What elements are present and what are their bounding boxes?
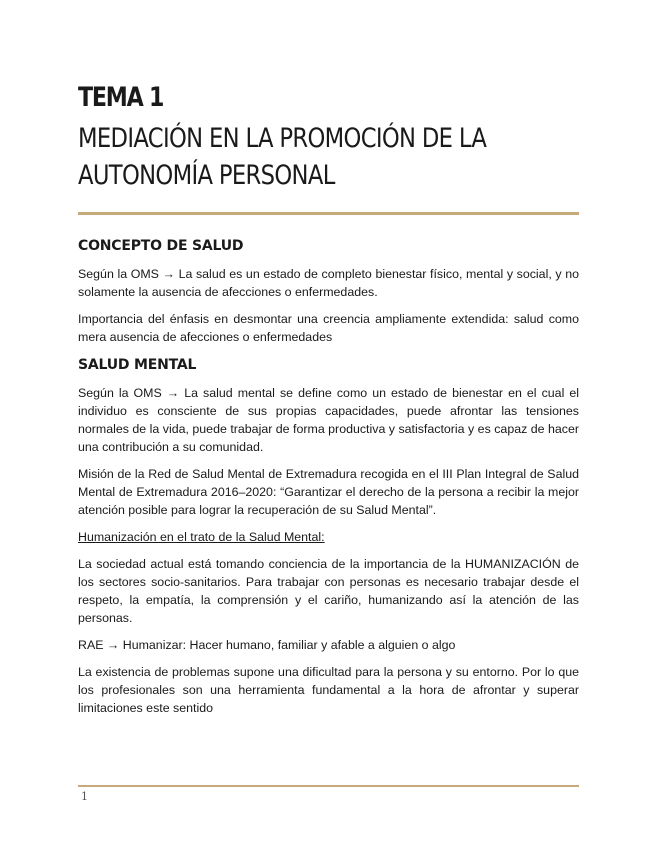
page-title [78,120,582,194]
paragraph-salud-mental-mission: Misión de la Red de Salud Mental de Extremadura recogida en el III Plan Integral de Salud Mental de Extremadura 2016–2020: “Garantizar el derecho de la persona a recibir la mejor atención posible para lograr la recuperación de su Salud Mental”. [78,467,579,517]
title-divider [78,212,579,215]
page-number: 1 [81,790,88,803]
paragraph-concepto-importance: Importancia del énfasis en desmontar una creencia ampliamente extendida: salud como mera ausencia de afecciones o enfermedades [78,312,579,344]
page-title-line-1: MEDIACIÓN EN LA PROMOCIÓN DE LA [78,123,487,154]
paragraph-concepto-definition: Según la OMS → La salud es un estado de completo bienestar físico, mental y social, y no solamente la ausencia de afecciones o enfermedades. [78,267,579,299]
subheading-humanizacion: Humanización en el trato de la Salud Mental: [78,530,325,544]
title-block [78,82,579,194]
page-title-line-2: AUTONOMÍA PERSONAL [78,160,335,191]
paragraph-problemas: La existencia de problemas supone una dificultad para la persona y su entorno. Por lo que los profesionales son una herramienta fundamental a la hora de afrontar y superar limitaciones este sentido [78,665,579,715]
paragraph-humanizacion: La sociedad actual está tomando conciencia de la importancia de la HUMANIZACIÓN de los sectores socio-sanitarios. Para trabajar con personas es necesario trabajar desde el respeto, la empatía, la comprensión y el cariño, humanizando así la atención de las personas. [78,557,579,625]
topic-number: TEMA 1 [78,82,164,113]
section-heading-salud-mental: SALUD MENTAL [78,357,197,373]
paragraph-salud-mental-definition: Según la OMS → La salud mental se define como un estado de bienestar en el cual el individuo es consciente de sus propias capacidades, puede afrontar las tensiones normales de la vida, puede trabajar de forma productiva y satisfactoria y es capaz de hacer una contribución a su comunidad. [78,386,579,454]
paragraph-rae-definition: RAE → Humanizar: Hacer humano, familiar y afable a alguien o algo [78,638,456,652]
footer-divider [78,785,579,787]
section-heading-concepto: CONCEPTO DE SALUD [78,238,244,254]
document-body [78,236,579,726]
